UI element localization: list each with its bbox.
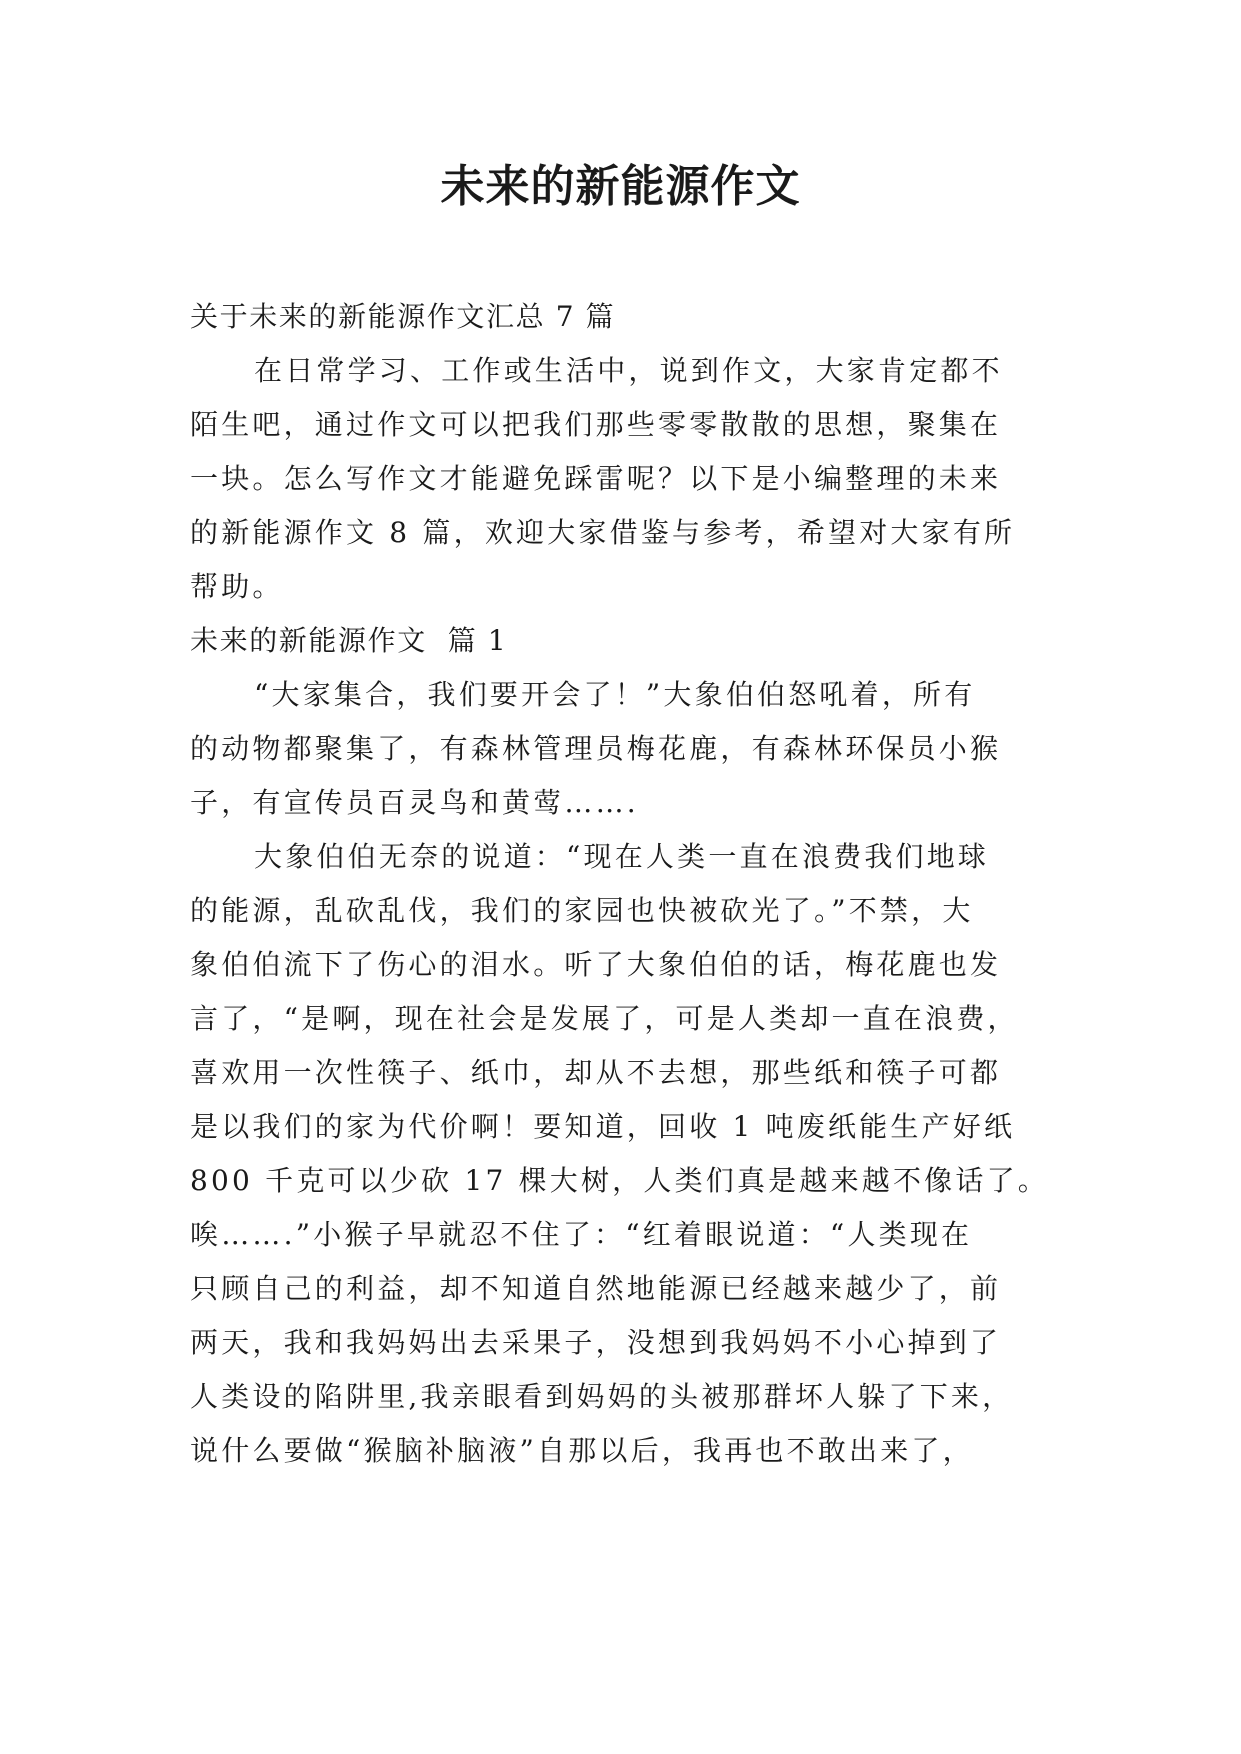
body-line: 象伯伯流下了伤心的泪水。听了大象伯伯的话，梅花鹿也发 (190, 948, 1002, 981)
body-line: 人类设的陷阱里,我亲眼看到妈妈的头被那群坏人躲了下来， (190, 1380, 1014, 1413)
body-line: 说什么要做“猴脑补脑液”自那以后，我再也不敢出来了， (190, 1434, 974, 1467)
body-line: “大家集合，我们要开会了！”大象伯伯怒吼着，所有 (254, 678, 976, 711)
body-line: 大象伯伯无奈的说道：“现在人类一直在浪费我们地球 (254, 840, 990, 873)
body-line: 一块。怎么写作文才能避免踩雷呢？以下是小编整理的未来 (190, 462, 1002, 495)
body-line: 是以我们的家为代价啊！要知道，回收 1 吨废纸能生产好纸 (190, 1110, 1016, 1143)
body-line: 的新能源作文 8 篇，欢迎大家借鉴与参考，希望对大家有所 (190, 516, 1016, 549)
body-line: 只顾自己的利益，却不知道自然地能源已经越来越少了，前 (190, 1272, 1002, 1305)
document-title: 未来的新能源作文 (440, 161, 801, 212)
body-line: 陌生吧，通过作文可以把我们那些零零散散的思想，聚集在 (190, 408, 1002, 441)
section-heading: 未来的新能源作文 篇 1 (190, 624, 508, 657)
document-body (190, 290, 1058, 1478)
body-line: 子，有宣传员百灵鸟和黄莺……. (190, 786, 639, 819)
body-line: 的能源，乱砍乱伐，我们的家园也快被砍光了。”不禁，大 (190, 894, 974, 927)
body-line: 唉…….”小猴子早就忍不住了：“红着眼说道：“人类现在 (190, 1218, 973, 1251)
body-line: 的动物都聚集了，有森林管理员梅花鹿，有森林环保员小猴 (190, 732, 1002, 765)
body-line: 喜欢用一次性筷子、纸巾，却从不去想，那些纸和筷子可都 (190, 1056, 1002, 1089)
body-line: 在日常学习、工作或生活中，说到作文，大家肯定都不 (254, 354, 1003, 387)
body-line: 帮助。 (190, 570, 284, 603)
body-line: 关于未来的新能源作文汇总 7 篇 (190, 300, 616, 333)
body-line: 两天，我和我妈妈出去采果子，没想到我妈妈不小心掉到了 (190, 1326, 1002, 1359)
body-line: 言了，“是啊，现在社会是发展了，可是人类却一直在浪费， (190, 1002, 1019, 1035)
body-line: 800 千克可以少砍 17 棵大树，人类们真是越来越不像话了。 (190, 1164, 1049, 1197)
